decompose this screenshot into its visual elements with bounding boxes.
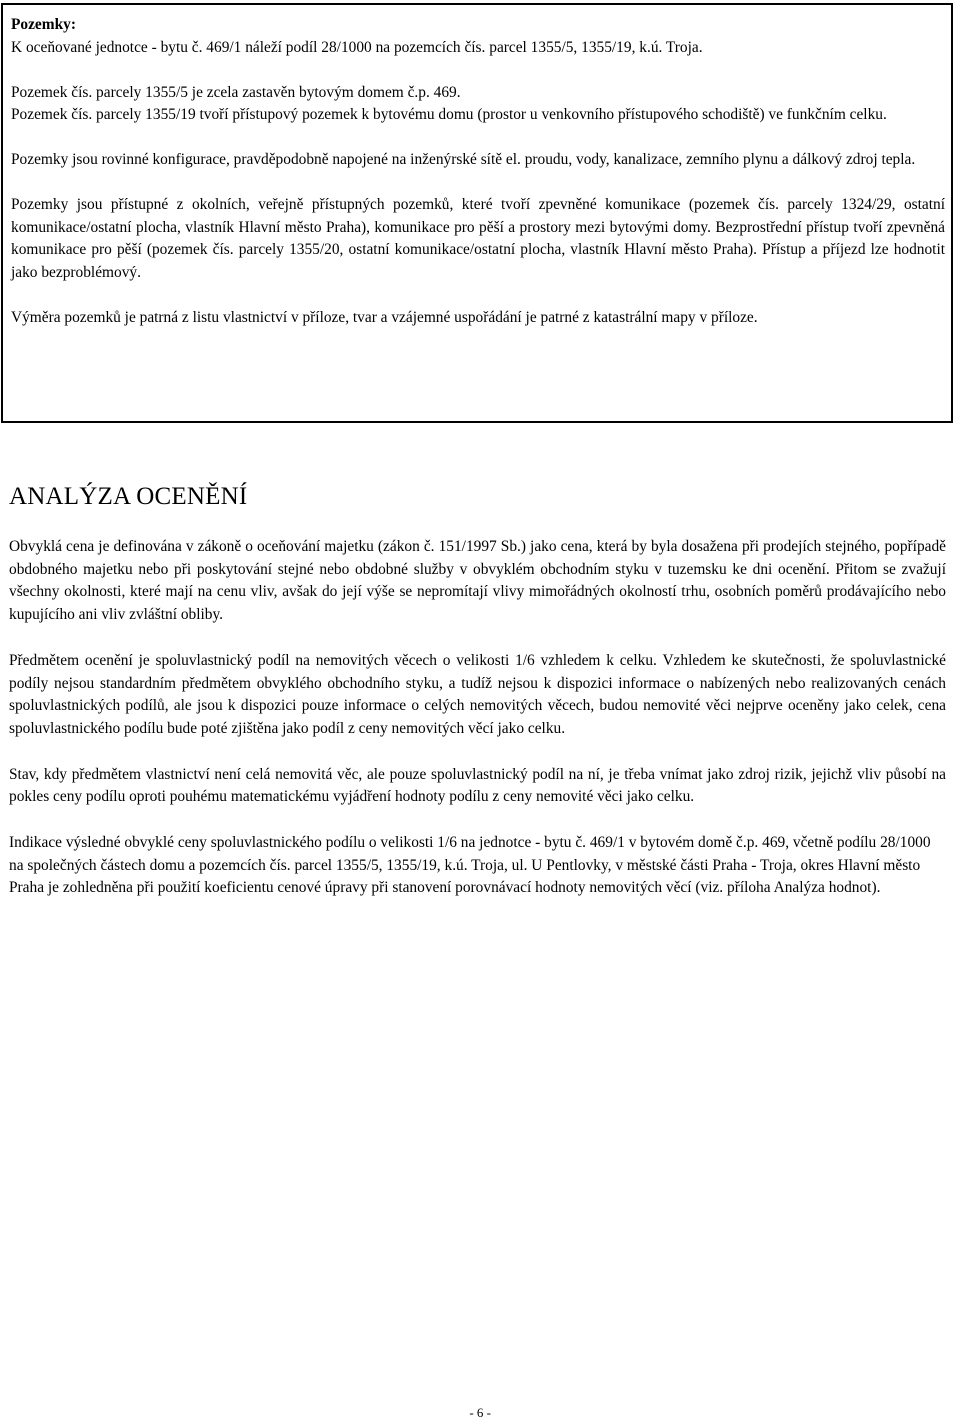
land-box-paragraph: K oceňované jednotce - bytu č. 469/1 náleží podíl 28/1000 na pozemcích čís. parcel 1355/5, 1355/19, k.ú. Troja. bbox=[11, 38, 703, 56]
analysis-body bbox=[9, 536, 946, 923]
section-heading: ANALÝZA OCENĚNÍ bbox=[9, 483, 248, 510]
land-info-box bbox=[1, 3, 953, 423]
analysis-paragraph: Obvyklá cena je definována v zákoně o oceňování majetku (zákon č. 151/1997 Sb.) jako cena, která by byla dosažena při prodejích stejného, popřípadě obdobného majetku nebo při poskytování stejné nebo obdobné služby v obvyklém obchodním styku v tuzemsku ke dni ocenění. Přitom se zvažují všechny okolnosti, které mají na cenu vliv, avšak do její výše se nepromítají vlivy mimořádných okolností trhu, osobních poměrů prodávajícího nebo kupujícího ani vliv zvláštní obliby. bbox=[9, 538, 946, 624]
analysis-paragraph: Indikace výsledné obvyklé ceny spoluvlastnického podílu o velikosti 1/6 na jednotce - bytu č. 469/1 v bytovém domě č.p. 469, včetně podílu 28/1000 na společných částech domu a pozemcích čís. parcel 1355/5, 1355/19, k.ú. Troja, ul. U Pentlovky, v městské části Praha - Troja, okres Hlavní město Praha je zohledněna při použití koeficientu cenové úpravy při stanovení porovnávací hodnoty nemovitých věcí (viz. příloha Analýza hodnot). bbox=[9, 834, 931, 897]
land-box-paragraph: Výměra pozemků je patrná z listu vlastnictví v příloze, tvar a vzájemné uspořádání je patrné z katastrální mapy v příloze. bbox=[11, 308, 758, 326]
land-box-paragraph: Pozemky jsou přístupné z okolních, veřejně přístupných pozemků, které tvoří zpevněné komunikace (pozemek čís. parcely 1324/29, ostatní komunikace/ostatní plocha, vlastník Hlavní město Praha), komunikace pro pěší a prostory mezi bytovými domy. Bezprostřední přístup tvoří zpevněná komunikace pro pěší (pozemek čís. parcely 1355/20, ostatní komunikace/ostatní plocha, vlastník Hlavní město Praha). Přístup a příjezd lze hodnotit jako bezproblémový. bbox=[11, 196, 945, 281]
analysis-paragraph: Předmětem ocenění je spoluvlastnický podíl na nemovitých věcech o velikosti 1/6 vzhledem k celku. Vzhledem ke skutečnosti, že spoluvlastnické podíly nejsou standardním předmětem obvyklého obchodního styku, a tudíž nejsou k dispozici informace o nabízených nebo realizovaných cenách spoluvlastnických podílů, ale jsou k dispozici pouze informace o celých nemovitých věcech, budou nemovité věci nejprve oceněny jako celek, cena spoluvlastnického podílu bude poté zjištěna jako podíl z ceny nemovitých věcí jako celku. bbox=[9, 651, 946, 737]
land-box-paragraph: Pozemek čís. parcely 1355/5 je zcela zastavěn bytovým domem č.p. 469. bbox=[11, 83, 461, 101]
land-box-paragraph: Pozemky jsou rovinné konfigurace, pravděpodobně napojené na inženýrské sítě el. proudu, vody, kanalizace, zemního plynu a dálkový zdroj tepla. bbox=[11, 151, 916, 168]
page-number: - 6 - bbox=[469, 1405, 491, 1420]
analysis-paragraph: Stav, kdy předmětem vlastnictví není celá nemovitá věc, ale pouze spoluvlastnický podíl na ní, je třeba vnímat jako zdroj rizik, jejichž vliv působí na pokles ceny podílu oproti pouhému matematickému vyjádření hodnoty podílu z ceny nemovité věci jako celku. bbox=[9, 765, 946, 806]
land-box-title: Pozemky: bbox=[11, 16, 76, 33]
land-box-paragraph: Pozemek čís. parcely 1355/19 tvoří přístupový pozemek k bytovému domu (prostor u venkovního přístupového schodiště) ve funkčním celku. bbox=[11, 106, 887, 123]
page-number-footer bbox=[0, 1405, 952, 1421]
